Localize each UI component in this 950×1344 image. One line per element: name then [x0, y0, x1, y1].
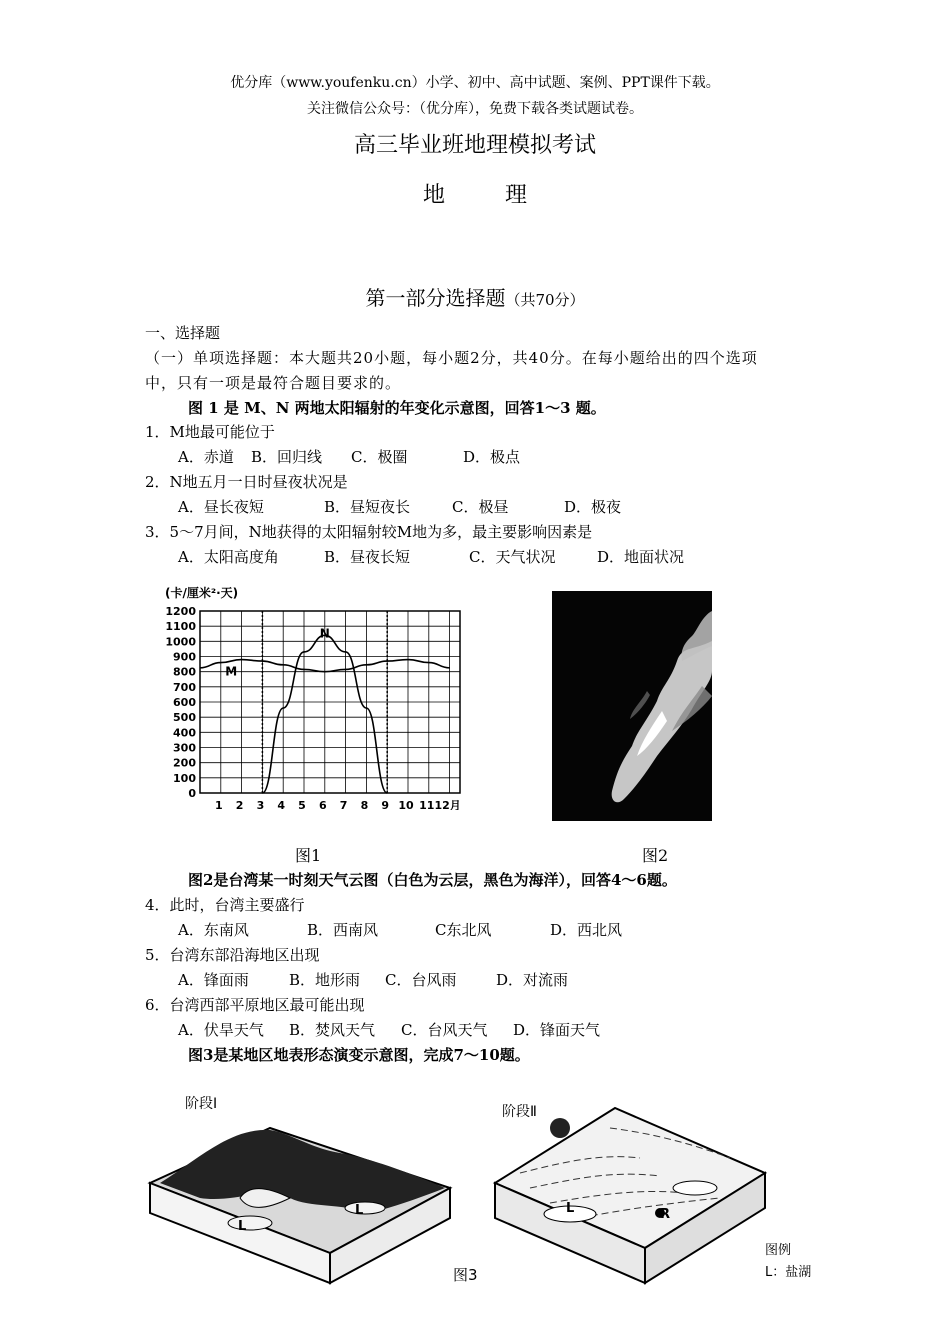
option: D．极夜	[564, 498, 622, 516]
question-stem: 5．台湾东部沿海地区出现	[145, 946, 320, 964]
option: C．台风雨	[385, 971, 457, 989]
option: D．西北风	[550, 921, 623, 939]
section-heading: 一、选择题	[145, 324, 221, 342]
fig1-radiation-chart	[150, 580, 480, 810]
question-options	[178, 969, 568, 990]
question-options	[178, 446, 520, 467]
fig3-caption: 图3	[453, 1266, 478, 1284]
y-tick-label: 300	[173, 741, 196, 755]
part-title	[0, 282, 950, 311]
header-line-2: 关注微信公众号：（优分库），免费下载各类试题试卷。	[307, 101, 643, 117]
stage2-label: 阶段Ⅱ	[502, 1104, 537, 1120]
stage2-block	[495, 1108, 765, 1283]
option: C东北风	[435, 921, 492, 939]
part-title-text: 第一部分选择题	[365, 286, 506, 310]
option: A．伏旱天气	[178, 1021, 264, 1039]
header-line-1: 优分库（www.youfenku.cn）小学、初中、高中试题、案例、PPT课件下载。	[230, 75, 720, 91]
x-tick-label: 7	[339, 799, 348, 810]
legend-item: L：盐湖	[765, 1265, 812, 1280]
river-mark: R	[660, 1207, 671, 1222]
series-label-N: N	[319, 626, 330, 641]
question-stem: 2．N地五月一日时昼夜状况是	[145, 473, 348, 491]
question-options	[178, 546, 684, 567]
x-tick-label: 2	[235, 799, 244, 810]
stage1-label: 阶段Ⅰ	[185, 1096, 218, 1112]
y-tick-label: 1200	[165, 605, 196, 618]
option: C．极昼	[452, 498, 509, 516]
fig1-caption: 图1	[295, 846, 322, 865]
fig2-prompt: 图2是台湾某一时刻天气云图（白色为云层，黑色为海洋），回答4～6题。	[188, 871, 677, 889]
x-tick-label: 1	[214, 799, 223, 810]
option: C．天气状况	[469, 548, 556, 566]
option: B．昼短夜长	[324, 498, 411, 516]
exam-title: 高三毕业班地理模拟考试	[353, 133, 596, 158]
option: A．锋面雨	[178, 971, 249, 989]
y-tick-label: 500	[173, 711, 196, 725]
x-tick-label: 11	[419, 799, 435, 810]
chart-grid	[165, 605, 460, 810]
y-tick-label: 200	[173, 756, 196, 770]
x-tick-label: 9	[381, 799, 390, 810]
subject-title: 地理	[422, 183, 587, 208]
option: C．极圈	[351, 448, 408, 466]
y-tick-label: 0	[188, 787, 196, 800]
option: D．地面状况	[597, 548, 685, 566]
salt-lake-mark: L	[238, 1219, 247, 1234]
x-tick-label: 12月	[434, 799, 461, 810]
option: A．赤道	[178, 448, 234, 466]
series-label-M: M	[225, 664, 238, 679]
option: B．昼夜长短	[324, 548, 411, 566]
x-tick-label: 8	[360, 799, 369, 810]
y-tick-label: 900	[173, 650, 196, 664]
chart-y-label: (卡/厘米²·天)	[165, 586, 239, 600]
legend-title: 图例	[765, 1243, 792, 1258]
question-stem: 3．5～7月间，N地获得的太阳辐射较M地为多，最主要影响因素是	[145, 523, 593, 541]
option: A．昼长夜短	[178, 498, 264, 516]
salt-lake-mark: L	[355, 1203, 364, 1218]
fig2-cloud-image	[552, 591, 712, 821]
x-tick-label: 5	[298, 799, 306, 810]
y-tick-label: 700	[173, 680, 196, 694]
y-tick-label: 600	[173, 696, 196, 709]
option: B．回归线	[251, 448, 323, 466]
option: D．极点	[463, 448, 521, 466]
x-tick-label: 4	[277, 799, 286, 810]
fig2-caption: 图2	[642, 846, 669, 865]
option: B．焚风天气	[289, 1021, 376, 1039]
question-stem: 4．此时，台湾主要盛行	[145, 896, 305, 914]
part-score: （共70分）	[505, 291, 585, 309]
question-stem: 1．M地最可能位于	[145, 423, 275, 441]
option: C．台风天气	[401, 1021, 488, 1039]
question-options	[178, 496, 621, 517]
x-tick-label: 10	[398, 799, 414, 810]
x-tick-label: 3	[256, 799, 265, 810]
option: B．地形雨	[289, 971, 361, 989]
y-tick-label: 800	[173, 665, 196, 679]
x-tick-label: 6	[318, 799, 327, 810]
option: A．东南风	[178, 921, 249, 939]
option: D．锋面天气	[513, 1021, 601, 1039]
y-tick-label: 100	[173, 771, 196, 785]
y-tick-label: 400	[173, 726, 196, 740]
instructions-line-1: （一）单项选择题：本大题共20小题，每小题2分，共40分。在每小题给出的四个选项	[145, 349, 758, 367]
fig3-landform-diagram	[140, 1088, 840, 1303]
stage1-block	[150, 1128, 450, 1283]
y-tick-label: 1100	[165, 620, 196, 634]
question-options	[178, 919, 622, 940]
instructions-line-2: 中，只有一项是最符合题目要求的。	[145, 374, 402, 392]
option: B．西南风	[307, 921, 379, 939]
y-tick-label: 1000	[165, 635, 196, 649]
question-stem: 6．台湾西部平原地区最可能出现	[145, 996, 365, 1014]
fig3-prompt: 图3是某地区地表形态演变示意图，完成7～10题。	[188, 1046, 530, 1064]
question-options	[178, 1019, 600, 1040]
fig1-prompt: 图 1 是 M、N 两地太阳辐射的年变化示意图，回答1～3 题。	[188, 399, 606, 417]
salt-lake-mark: L	[566, 1201, 575, 1216]
option: D．对流雨	[496, 971, 569, 989]
option: A．太阳高度角	[178, 548, 279, 566]
